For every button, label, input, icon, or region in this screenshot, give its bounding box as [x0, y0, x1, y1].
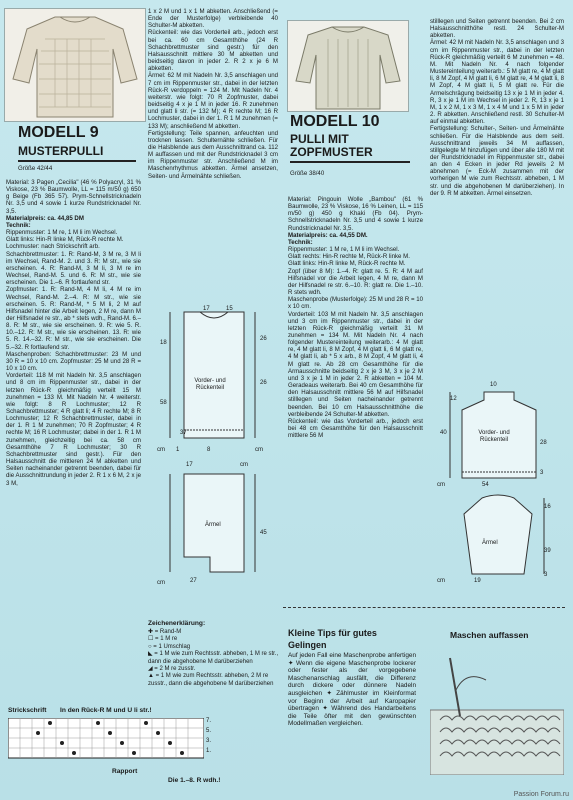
- model10-sleeve-schematic: [432, 494, 562, 584]
- legend-title: Zeichenerklärung:: [148, 620, 206, 627]
- text-paragraph: Lochmuster: nach Strickschrift arb.: [6, 243, 100, 251]
- text-paragraph: Glatt links: Hin-R linke M, Rück-R rechte M.: [6, 236, 124, 244]
- model9-front-label: Vorder- und Rückenteil: [194, 378, 226, 392]
- dim-label: 8: [207, 447, 211, 453]
- k2tog-symbol-icon: ◢: [148, 666, 155, 673]
- section-divider: [283, 607, 565, 608]
- model10-photo: [287, 20, 409, 112]
- dim-label: cm: [437, 482, 445, 488]
- legend-item: ○ = 1 Umschlag: [148, 643, 191, 650]
- model9-column-1: [6, 179, 141, 487]
- text-paragraph: Technik:: [288, 238, 313, 246]
- model10-sleeve-label: Ärmel: [482, 540, 498, 546]
- dim-label: cm: [240, 462, 248, 468]
- model9-rule: [18, 160, 136, 162]
- dim-label: 54: [482, 482, 489, 488]
- text-paragraph: Zopfmuster: 1. R: Rand-M, 4 M li, 4 M re im Wechsel, Rand-M. 2.–4. R: M str., wie sie erscheinen. 5. R: Rand-M, * 5 M li, 2 M auf Hilfsnadel hinter die Arbeit legen, 2 M re, dann M der Hilfsnadel re str., ab * stets wdh., Rand-M. 6.–8. R: M str., wie sie erscheinen. 9. R: wie 5. R. 10.–12. R: M str., wie sie erscheinen. 13. R: wie 5. R. 14.–32. R: M str., wie sie erscheinen. Die 5.–32. R fortlaufend str.: [6, 286, 141, 351]
- text-paragraph: Schachbrettmuster: 1. R: Rand-M, 3 M re, 3 M li im Wechsel, Rand-M. 2. und 3. R: M str., wie sie erscheinen. 4. R: Rand-M, 3 M li, 3 M re im Wechsel, Rand-M. 5. und 6. R: M str., wie sie erscheinen. Die 1.–6. R fortlaufend str.: [6, 250, 141, 287]
- dim-label: 12: [450, 396, 457, 402]
- dim-label: 37: [180, 430, 187, 436]
- tips-title-2: Gelingen: [288, 640, 327, 650]
- model10-column-3: [288, 196, 423, 439]
- text-paragraph: Technik:: [6, 221, 31, 229]
- watermark: Passion Forum.ru: [513, 791, 569, 798]
- pickup-title: Maschen auffassen: [450, 630, 529, 640]
- model10-subtitle-1: PULLI MIT: [290, 132, 349, 146]
- row-number: 5.: [206, 728, 212, 734]
- row-number: 7.: [206, 718, 212, 724]
- edge-stitch-symbol-icon: ✚: [148, 629, 155, 635]
- chart-note: In den Rück-R M und U li str.!: [60, 707, 152, 714]
- chart-repeat-note: Die 1.–8. R wdh.!: [168, 777, 221, 784]
- text-paragraph: Materialpreis: ca. 44,55 DM.: [288, 231, 368, 239]
- dim-label: 28: [540, 440, 547, 446]
- text-paragraph: Fertigstellung: Schulter-, Seiten- und Ärmelnähte schließen. Für die Halsblende aus dem seitl. Ausschnittrand jeweils 34 M auffassen, stillgelegte M hinzufügen und über alle 180 M mit der Rundstricknadel im Rippenmuster str., dabei an den 4 Ecken in jeder Rd jeweils 2 M abnehmen (= Eck-M zusammen mit der vorherigen M wie zum Rechtsstr. abheben, 1 M str. und die abgehobenen M darüberziehen). In der 9. R M abketten. Ärmel einsetzen.: [430, 125, 564, 197]
- model10-column-4: [430, 18, 564, 197]
- text-paragraph: Material: Pingouin Wolle „Bambou" (61 % Baumwolle, 23 % Viskose, 16 % Leinen, LL = 115 m/50 g) 450 g Khaki (Fb 04). Prym-Schnellstricknadeln Nr. 3,5 und 4 sowie 1 kurze Rundstricknadel Nr. 3,5.: [288, 196, 423, 232]
- dim-label: cm: [437, 578, 445, 584]
- dim-label: 10: [490, 382, 497, 388]
- dim-label: 19: [474, 578, 481, 584]
- yarn-over-symbol-icon: ○: [148, 643, 154, 650]
- tips-title-1: Kleine Tips für gutes: [288, 628, 377, 638]
- model10-size: Größe 38/40: [290, 170, 325, 177]
- text-paragraph: Vorderteil: 118 M mit Nadeln Nr. 3,5 anschlagen und 8 cm im Rippenmuster str., dabei in der letzten Rück-R gleichmäßig verteilt 15 M zunehmen = 133 M. Mit Nadeln Nr. 4 weiterstr. wie folgt: 8 R Lochmuster; 12 R Schachbrettmuster; 4 R glatt li; 4 R rechte M; 8 R Lochmuster; 12 R Schachbrettmuster, dabei in der 1. R 1 M zunehmen; 70 R Zopfmuster; 4 R rechte M; 16 R Lochmuster; dabei in der 1. R 1 M zunehmen, gleichzeitig bei ca. 58 cm Gesamthöhe 7 R Lochmuster; 30 R Schachbrettmuster sind gestr.). Für den Halsausschnitt die mittleren 24 M abketten und Seiten nacheinander getrennt beenden, dabei für die Ausschnittrundung in jeder 2. R 1 x 6 M, 2 x je 3 M,: [6, 372, 141, 487]
- text-paragraph: Maschenproben: Schachbrettmuster: 23 M und 30 R = 10 x 10 cm. Zopfmuster: 25 M und 28 R = 10 x 10 cm.: [6, 350, 141, 373]
- dim-label: 15: [226, 306, 233, 312]
- dim-label: 27: [190, 578, 197, 584]
- model9-title: MODELL 9: [18, 124, 99, 141]
- text-paragraph: stilllegen und Seiten getrennt beenden. Bei 2 cm Halsausschnitthöhe restl. 24 Schulter-M abketten.: [430, 18, 564, 40]
- text-paragraph: Glatt links: Hin-R linke M, Rück-R rechte M.: [288, 260, 406, 268]
- pickup-stitches-illustration: [430, 650, 564, 775]
- legend-item: ✚ = Rand-M: [148, 629, 182, 635]
- text-paragraph: Maschenprobe (Musterfolge): 25 M und 28 R = 10 x 10 cm.: [288, 296, 423, 311]
- model9-sleeve-label: Ärmel: [205, 522, 221, 528]
- model9-photo: [4, 8, 146, 122]
- sweater-model9-image: [5, 9, 145, 121]
- chart-rapport: Rapport: [112, 768, 138, 775]
- dim-label: cm: [157, 580, 165, 586]
- model9-column-2: [148, 8, 278, 180]
- knit-symbol-icon: ☐: [148, 636, 156, 643]
- text-paragraph: Vorderteil: 103 M mit Nadeln Nr. 3,5 anschlagen und 3 cm im Rippenmuster str., dabei in der letzten Rück-R gleichmäßig verteilt 31 M zunehmen = 134 M. Mit Nadeln Nr. 4 nach folgender Mustereinteilung weiterarb.: 4 M glatt re, 4 M glatt li, 8 M Zopf, 4 M glatt li, 6 M glatt re, 4 M glatt li, ab * 5 x arb., 8 M Zopf, 4 M glatt li, 4 M glatt re. Ab 28 cm Gesamthöhe für die Armausschnitte beidseitig 2 x je 3 M, 3 x je 2 M und 3 x je 1 M in jeder 2. R abketten = 104 M. Geradeaus weiterarb. Bei 40 cm Gesamthöhe für den Halsausschnitt mittlere 56 M auf Hilfsnadel stilllegen und Seiten nacheinander getrennt beenden. Bei 10 cm Halsausschnitthöhe die verbleibende 24 Schulter-M abketten.: [288, 310, 423, 418]
- model9-size: Größe 42/44: [18, 165, 53, 172]
- row-number: 3.: [206, 738, 212, 744]
- text-paragraph: Materialpreis: ca. 44,85 DM: [6, 214, 84, 222]
- text-paragraph: Glatt rechts: Hin-R rechte M, Rück-R linke M.: [288, 253, 410, 261]
- tips-text: Auf jeden Fall eine Maschenprobe anfertigen ✦ Wenn die eigene Maschenprobe lockerer oder fester als der vorgegebene Maschenanschlag ausfällt, die Differenz durch dickere oder dünnere Nadeln ausgleichen ✦ Zählmuster im Kleinformat vor Beginn der Arbeit auf Karopapier übertragen ✦ Während des Handarbeitens die Teile öfter mit den gewünschten Modellmaßen vergleichen.: [288, 652, 416, 728]
- chart-title: Strickschrift: [8, 707, 47, 714]
- text-paragraph: Rippenmuster: 1 M re, 1 M li im Wechsel.: [6, 229, 118, 237]
- legend-item: ☐ = 1 M re: [148, 636, 178, 643]
- text-paragraph: Zopf (über 8 M): 1.–4. R: glatt re. 5. R: 4 M auf Hilfsnadel vor die Arbeit legen, 4 M re, dann M der Hilfsnadel re str. 6.–10. R: glatt re. Die 1.–10. R stets wdh.: [288, 267, 423, 297]
- dim-label: 3: [540, 470, 544, 476]
- dim-label: 39: [544, 548, 551, 554]
- text-paragraph: Rippenmuster: 1 M re, 1 M li im Wechsel.: [288, 246, 400, 254]
- dim-label: 17: [186, 462, 193, 468]
- dim-label: 58: [160, 400, 167, 406]
- dim-label: 26: [260, 380, 267, 386]
- text-paragraph: Ärmel: 62 M mit Nadeln Nr. 3,5 anschlagen und 7 cm im Rippenmuster str., dabei in der letzten Rück-R verdoppeln = 124 M. Mit Nadeln Nr. 4 weiterstr. wie folgt: 70 R Zopfmuster, dabei beidseitig 4 x je 1 M in jeder 16. R zunehmen und glatt li str. (= 132 M); 4 R rechte M; 16 R Lochmuster, dabei in der 1. R 1 M zunehmen (= 133 M); anschließend M abketten.: [148, 72, 278, 130]
- slip-symbol-icon: ◣: [148, 651, 155, 658]
- sk2p-symbol-icon: ▲: [148, 673, 156, 680]
- model10-rule: [290, 161, 410, 163]
- text-paragraph: Material: 3 Pagen „Cecilia" (46 % Polyacryl, 31 % Viskose, 23 % Baumwolle, LL = 115 m/50 g) 650 g Beige (Fb 365 57). Prym-Schnellstricknadeln Nr. 3,5 und 4 sowie 1 kurze Rundstricknadel Nr. 3,5.: [6, 179, 141, 215]
- dim-label: 3: [544, 572, 548, 578]
- text-paragraph: Rückenteil: wie das Vorderteil arb., jedoch erst bei 48 cm Gesamthöhe für den Halsausschnitt mittlere 56 M: [288, 417, 423, 440]
- dim-label: cm: [255, 447, 263, 453]
- dim-label: 1: [176, 447, 180, 453]
- dim-label: 18: [160, 340, 167, 346]
- dim-label: 16: [544, 504, 551, 510]
- sweater-model10-image: [288, 21, 408, 111]
- text-paragraph: Ärmel: 42 M mit Nadeln Nr. 3,5 anschlagen und 3 cm im Rippenmuster str., dabei in der letzten Rück-R gleichmäßig verteilt 6 M zunehmen = 48. M. Mit Nadeln Nr. 4 nach folgender Mustereinteilung weiterarb.: 5 M glatt re, 4 M glatt li, 8 M Zopf, 4 M glatt li, 6 M glatt re, 4 M glatt li, 8 M Zopf, 4 M glatt li, 5 M glatt re. Für die Armelschrägung beidseitig 13 x je 1 M in jeder 4. R, 3 x je 1 M im Wechsel in jeder 2. R, 13 x je 1 M, 1 x 2 M, 1 x 3 M, 1 x 4 M und 1 x 5 M in jeder 2. R abketten. Anschließend restl. 30 Schulter-M auf einmal abketten.: [430, 39, 564, 126]
- legend-item: ◢ = 2 M re zusstr.: [148, 666, 196, 673]
- dim-label: 40: [440, 430, 447, 436]
- knitting-chart: [8, 718, 204, 762]
- row-number: 1.: [206, 748, 212, 754]
- dim-label: 45: [260, 530, 267, 536]
- model10-front-label: Vorder- und Rückenteil: [478, 430, 510, 444]
- text-paragraph: Fertigstellung: Teile spannen, anfeuchten und trocknen lassen. Schulternähte schließen. Für die Halsblende aus dem Ausschnittrand ca. 112 M auffassen und mit der Rundstricknadel 3 cm im Rippenmuster str. Anschließend M im Maschenrhythmus abketten. Ärmel ansetzen, Seiten- und Ärmelnähte schließen.: [148, 129, 278, 180]
- legend-item: ▲ = 1 M wie zum Rechtsstr. abheben, 2 M re zusstr., dann die abgehobene M darüberziehen: [148, 673, 274, 687]
- text-paragraph: Rückenteil: wie das Vorderteil arb., jedoch erst bei ca. 60 cm Gesamthöhe (24 R Schachbrettmuster sind gestr.) für den Halsausschnitt mittlere 30 M abketten und beidseitig davon in jeder 2. R 2 x je 6 M abketten.: [148, 29, 278, 73]
- dim-label: cm: [157, 447, 165, 453]
- text-paragraph: 1 x 2 M und 1 x 1 M abketten. Anschließend (= Ende der Musterfolge) verbleibende 40 Schulter-M abketten.: [148, 8, 278, 30]
- legend-item: ◣ = 1 M wie zum Rechtsstr. abheben, 1 M re str., dann die abgehobene M darüberziehen: [148, 651, 279, 665]
- model10-subtitle-2: ZOPFMUSTER: [290, 145, 373, 159]
- dim-label: 17: [203, 306, 210, 312]
- legend-list: [148, 629, 280, 688]
- model10-title: MODELL 10: [290, 113, 380, 130]
- model9-subtitle: MUSTERPULLI: [18, 144, 104, 158]
- dim-label: 26: [260, 336, 267, 342]
